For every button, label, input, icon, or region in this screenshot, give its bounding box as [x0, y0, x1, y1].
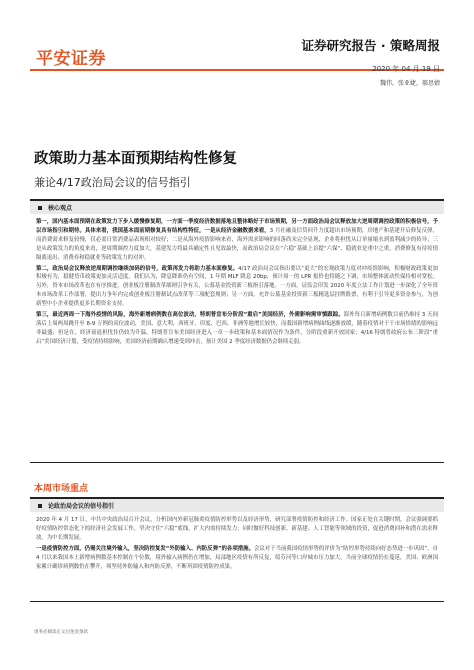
meeting-paragraph-lead: 一是疫情防控方面，仍需关注境外输入，坚决防控复发“外防输入、内防反弹”的各项措施。 — [36, 545, 254, 552]
key-point-paragraph — [30, 311, 444, 347]
key-points-heading: 核心观点 — [48, 205, 73, 212]
key-points-box — [30, 199, 444, 463]
key-points-header — [30, 201, 444, 214]
report-authors: 魏伟，张亚婕，郝思婧 — [379, 80, 440, 87]
key-point-lead: 第三，最近两周一下海外疫情的风险，海外新增病例数在高位波动，特朗普宣布分阶段“重启”美国经济，外需影响需审慎跟踪。 — [36, 312, 344, 319]
page-subtitle: 兼论4/17政治局会议的信号指引 — [34, 176, 191, 189]
report-date: 2020 年 04 月 19 日 — [372, 65, 440, 73]
meeting-box — [30, 497, 444, 602]
section-title: 本周市场重点 — [34, 484, 89, 494]
company-logo: 平安证券 — [36, 49, 106, 69]
meeting-intro-paragraph: 2020 年 4 月 17 日，中共中央政治局召开会议，分析国内外新冠肺炎疫情防控形势以及经济形势，研究部署疫情防控和经济工作。国家正处在关键时期，会议强调要抓好疫情防控常态化下的经济社会发展工作，坚决守住“六稳”底线，扩大内需持续发力；同时做好科技创新、新基建、人工智能等领域的投资，促进消费回补和潜在需求释放，为中长期发展。 — [36, 517, 438, 541]
square-bullet-icon — [38, 206, 42, 210]
meeting-paragraph — [30, 545, 444, 572]
report-header — [302, 36, 440, 87]
footer-disclaimer: 请务必阅读正文后免责条款 — [34, 630, 88, 635]
meeting-paragraph-body: 会议对于当前我国疫情形势的评价为“防控形势持续向好态势进一步巩固”。自 4 月以来我国本土新增病例数基本控制在个位数，境外输入病例仍在增加，局部地区疫情有所反复，绥芬河等口岸城市压力加大。当前全球疫情仍在蔓延，美国、欧洲国家累计确诊病例数仍在攀升，须坚持外防输入和内防反弹，不断巩固疫情防控成果。 — [36, 545, 438, 570]
key-point-lead: 第二，政治局会议释放逆周期调控继续加码的信号，政策再发力将助力基本面修复。 — [36, 265, 239, 272]
page-title: 政策助力基本面预期结构性修复 — [34, 151, 237, 167]
key-point-body: 4/17 政治局会议指出要以“更大”的宏观政策力度对冲疫情影响，积极财政政策更加积极有为，稳健货币政策更加灵活适度。我们认为，降息降准仍有空间，1 年期 MLF 降息 20bp，预计周一的 LPR 报价也将随之下调，市场整体流动性保持相对宽松。另外，资本市场改革也在有序推进，创业板注册制改革细则引争有关，公募基金投资新三板指引落地。一方面，证监会印发 2020 年度立法工作计划进一步深化了全年资本市场改革工作部署，提出力争年内完成创业板注册制试点改革等三项配套规则；另一方面，允许公募基金投资新三板精选层挂牌股票，有利于引导更多资金参与，为创新型中小企业提供更多长期资金支持。 — [36, 265, 438, 308]
key-point-body: 3 月社融及信贷回升力度超出市场预期，房地产和基建开启修复反弹，而消费需求修复较慢，仅必需日常消费品表现相对较好；二是从海外疫情影响来看，海外需求影响的回落尚未完全显现，企业将担忧从订单量缩水到盈利减少的传导；三是从政策发力的角度来看，逆周期调控力度加大，基建发力将最具确定性且见效最快，而政治局会议在“六稳”基础上首提“六保”，稳就业是重中之重，消费修复有待疫情隔离退出、消费券和稳就业等政策发力的对冲。 — [36, 227, 438, 261]
meeting-box-heading: 论政治局会议的信号指引 — [48, 503, 115, 510]
key-point-paragraph — [30, 218, 444, 263]
key-point-paragraph — [30, 265, 444, 310]
report-type: 证券研究报告 · 策略周报 — [301, 38, 440, 53]
meeting-box-header — [30, 499, 444, 512]
key-point-lead: 第一，国内基本面预期在政策发力下步入缓慢修复期，一方面一季度经济数据落地且整体略好于市场预期，另一方面政治局会议释放加大逆周期调控政策的积极信号，予以市场指引和期待。具体来看，我国基本面前期修复具有结构性特征，一是从经济金融数据来看， — [36, 219, 438, 234]
square-bullet-icon — [38, 504, 42, 508]
key-point-body: 海外每日新增病例数目前仍维持 3 天间落后上周两周跳升至 8-9 万例的高位波动，美国、意大利、西班牙、印度、巴西、非洲等地增长较快，而我国新增病例曲线逐渐放缓，随着疫情对于干市场情绪的影响远非最盛；但是在，经济衰退担忧挂仍较为升温，特朗普宣布美国经济进入一章一步政策和基本面情况作为条件，分阶段重新开放国家；4/16 特朗普政府公布三阶段“重启”美国经济计划，受疫情持续影响，美国经济前期确认增速受到冲击，预计美国 2 季度经济数据仍会继续走弱。 — [36, 312, 439, 345]
